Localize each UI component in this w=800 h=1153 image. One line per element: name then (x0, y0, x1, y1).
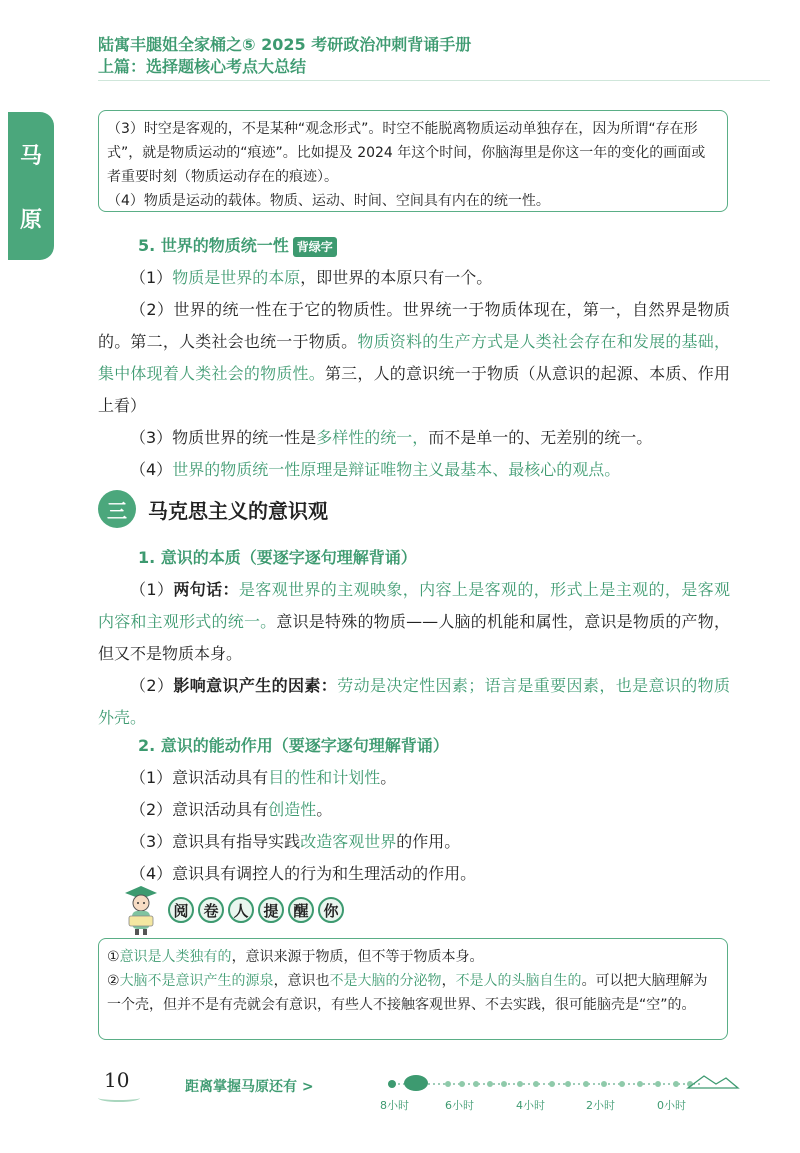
reminder-char: 你 (318, 897, 344, 923)
reviewer-reminder-banner (124, 884, 348, 936)
running-header (98, 34, 471, 78)
section-number-badge: 三 (98, 490, 136, 528)
list-item: （2）意识活动具有创造性。 (130, 800, 333, 819)
section-title: 马克思主义的意识观 (148, 498, 328, 523)
reminder-title (168, 897, 348, 923)
reminder-item: ①意识是人类独有的，意识来源于物质，但不等于物质本身。 (107, 949, 484, 965)
time-label: 8小时 (380, 1099, 409, 1112)
sub2-body (98, 762, 730, 890)
time-label: 2小时 (586, 1099, 615, 1112)
list-item: （1）两句话：是客观世界的主观映象，内容上是客观的，形式上是主观的，是客观内容和主观形式的统一。意识是特殊的物质——人脑的机能和属性，意识是物质的产物，但又不是物质本身。 (98, 580, 730, 663)
list-item: （2）影响意识产生的因素：劳动是决定性因素；语言是重要因素，也是意识的物质外壳。 (98, 676, 730, 727)
reminder-char: 卷 (198, 897, 224, 923)
reminder-box (98, 938, 728, 1040)
page-number: 10 (104, 1068, 130, 1092)
header-divider (98, 80, 770, 81)
sub1-body (98, 574, 730, 734)
side-tab-char: 原 (19, 207, 42, 233)
section-heading-3 (98, 490, 328, 528)
list-item: （4）世界的物质统一性原理是辩证唯物主义最基本、最核心的观点。 (130, 460, 621, 479)
list-item: （3）意识具有指导实践改造客观世界的作用。 (130, 832, 461, 851)
side-tab-char: 马 (19, 143, 42, 169)
time-label: 4小时 (516, 1099, 545, 1112)
progress-track (370, 1070, 750, 1130)
page-number-swoosh (98, 1094, 140, 1102)
list-item: （1）意识活动具有目的性和计划性。 (130, 768, 397, 787)
student-mascot-icon (124, 884, 158, 936)
reminder-item: ②大脑不是意识产生的源泉，意识也不是大脑的分泌物，不是人的头脑自生的。可以把大脑理解为一个壳，但并不是有壳就会有意识，有些人不接触客观世界、不去实践，很可能脑壳是“空”的。 (107, 973, 708, 1013)
subheading-agency: 2. 意识的能动作用（要逐字逐句理解背诵） (138, 736, 449, 755)
time-label: 6小时 (445, 1099, 474, 1112)
section-heading-5 (138, 234, 337, 258)
note-item: （3）时空是客观的，不是某种“观念形式”。时空不能脱离物质运动单独存在，因为所谓“存在形式”，就是物质运动的“痕迹”。比如提及 2024 年这个时间，你脑海里是你这一年的变化的画面或者重要时刻（物质运动存在的痕迹）。 (107, 121, 706, 185)
reminder-char: 阅 (168, 897, 194, 923)
progress-caption: 距离掌握马原还有 > (185, 1079, 314, 1095)
reminder-char: 醒 (288, 897, 314, 923)
time-label: 0小时 (657, 1099, 686, 1112)
recite-green-tag: 背绿字 (293, 237, 337, 257)
subheading-essence: 1. 意识的本质（要逐字逐句理解背诵） (138, 548, 417, 567)
book-title: 陆寓丰腿姐全家桶之⑤ 2025 考研政治冲刺背诵手册 (98, 35, 472, 54)
reminder-char: 提 (258, 897, 284, 923)
section-title: 5. 世界的物质统一性 (138, 236, 289, 255)
list-item: （3）物质世界的统一性是多样性的统一，而不是单一的、无差别的统一。 (130, 428, 653, 447)
list-item: （2）世界的统一性在于它的物质性。世界统一于物质体现在，第一，自然界是物质的。第二，人类社会也统一于物质。物质资料的生产方式是人类社会存在和发展的基础，集中体现着人类社会的物质性。第三，人的意识统一于物质（从意识的起源、本质、作用上看） (98, 300, 730, 415)
reminder-char: 人 (228, 897, 254, 923)
part-title: 上篇：选择题核心考点大总结 (98, 57, 307, 76)
side-tab (8, 112, 54, 260)
note-item: （4）物质是运动的载体。物质、运动、时间、空间具有内在的统一性。 (107, 193, 550, 209)
note-box-time-space (98, 110, 728, 212)
finish-hill-icon (688, 1076, 738, 1088)
list-item: （1）物质是世界的本原，即世界的本原只有一个。 (130, 268, 493, 287)
section5-body (98, 262, 730, 486)
runner-icon (404, 1075, 428, 1091)
list-item: （4）意识具有调控人的行为和生理活动的作用。 (130, 864, 477, 883)
